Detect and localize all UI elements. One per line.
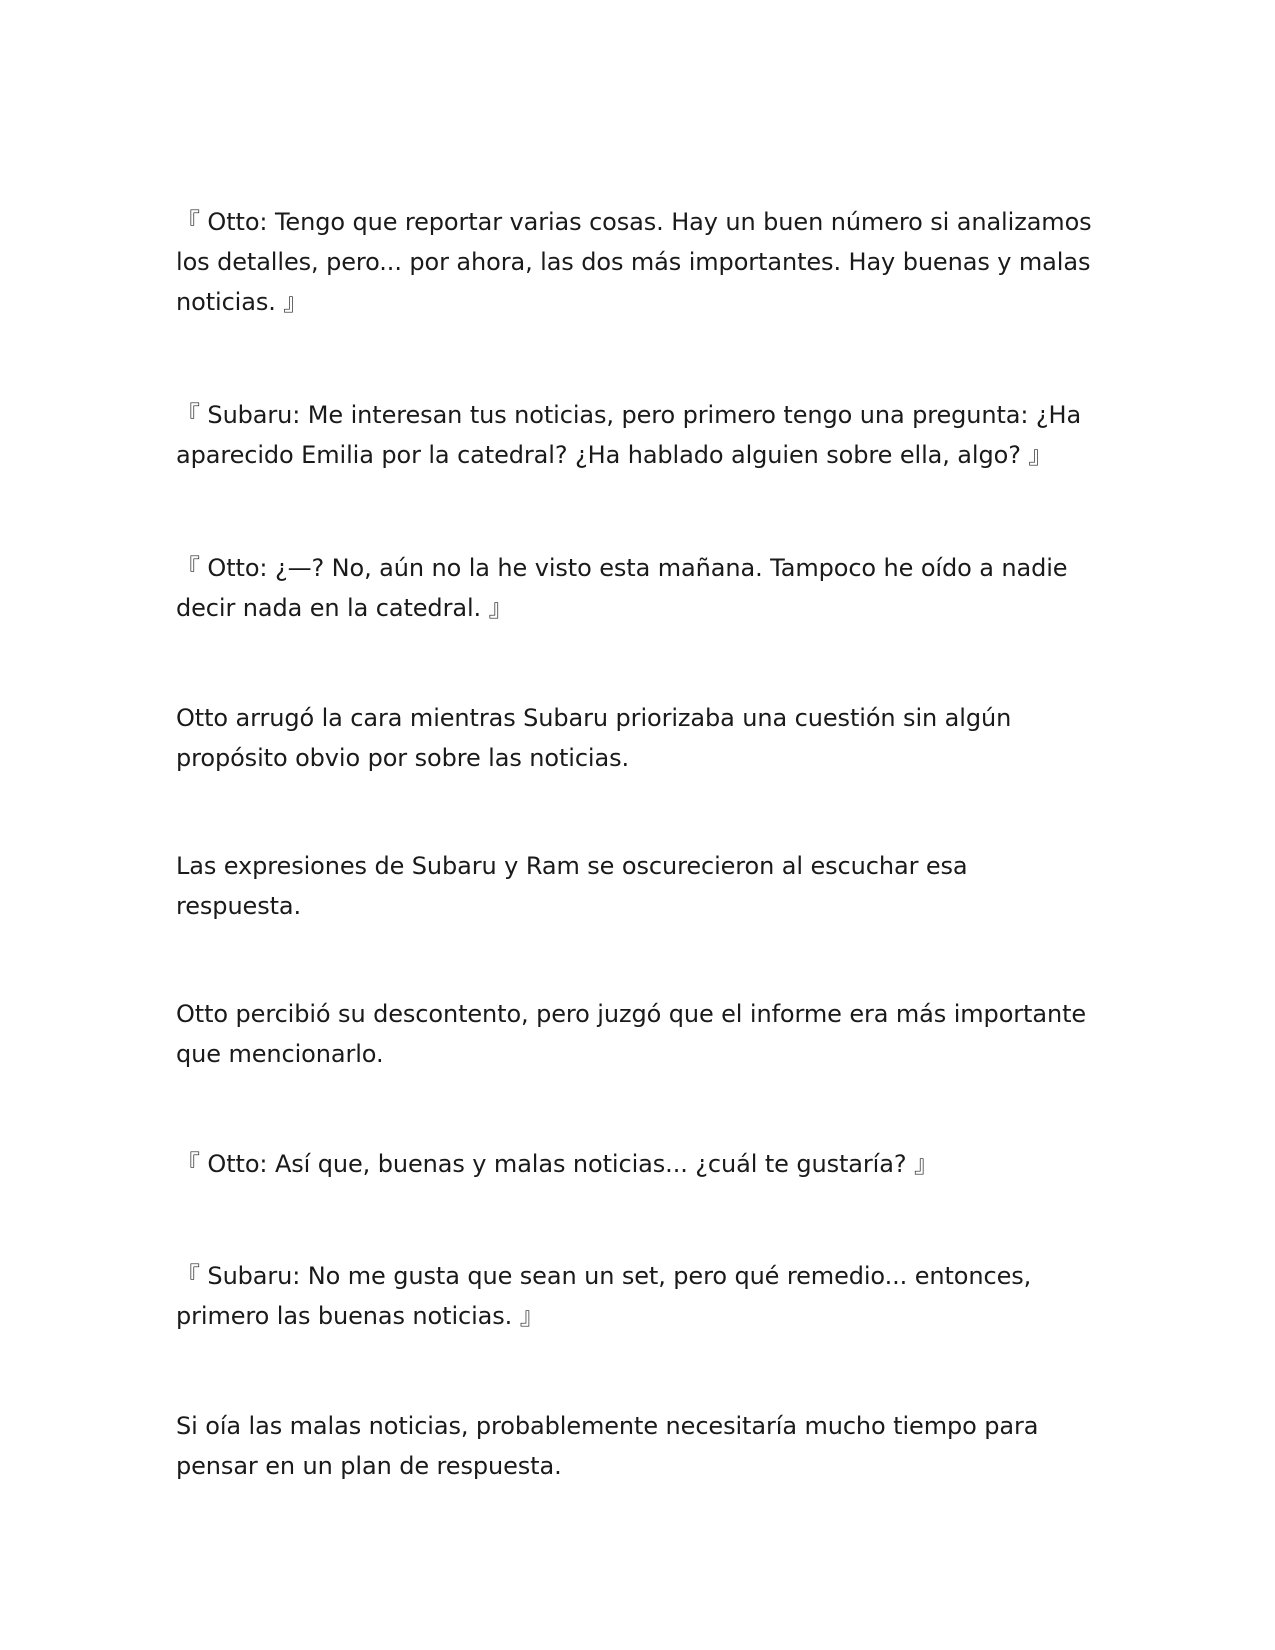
paragraph-dialogue-otto-1: 『 Otto: Tengo que reportar varias cosas. Hay un buen número si analizamos los detalles, pero... por ahora, las dos más importantes. Hay buenas y malas noticias. 』 bbox=[176, 208, 1100, 316]
paragraph-dialogue-otto-2: 『 Otto: ¿—? No, aún no la he visto esta mañana. Tampoco he oído a nadie decir nada en la catedral. 』 bbox=[176, 554, 1075, 622]
paragraph-narration-1: Otto arrugó la cara mientras Subaru priorizaba una cuestión sin algún propósito obvio por sobre las noticias. bbox=[176, 704, 1019, 772]
paragraph-narration-3: Otto percibió su descontento, pero juzgó que el informe era más importante que mencionarlo. bbox=[176, 1000, 1094, 1068]
paragraph-dialogue-subaru-2: 『 Subaru: No me gusta que sean un set, pero qué remedio... entonces, primero las buenas noticias. 』 bbox=[176, 1262, 1039, 1330]
document-body bbox=[176, 202, 1100, 1486]
paragraph-narration-4: Si oía las malas noticias, probablemente necesitaría mucho tiempo para pensar en un plan de respuesta. bbox=[176, 1412, 1046, 1480]
paragraph-narration-2: Las expresiones de Subaru y Ram se oscurecieron al escuchar esa respuesta. bbox=[176, 852, 976, 920]
paragraph-dialogue-otto-3: 『 Otto: Así que, buenas y malas noticias... ¿cuál te gustaría? 』 bbox=[176, 1150, 938, 1178]
paragraph-dialogue-subaru-1: 『 Subaru: Me interesan tus noticias, pero primero tengo una pregunta: ¿Ha aparecido Emilia por la catedral? ¿Ha hablado alguien sobre ella, algo? 』 bbox=[176, 401, 1089, 469]
